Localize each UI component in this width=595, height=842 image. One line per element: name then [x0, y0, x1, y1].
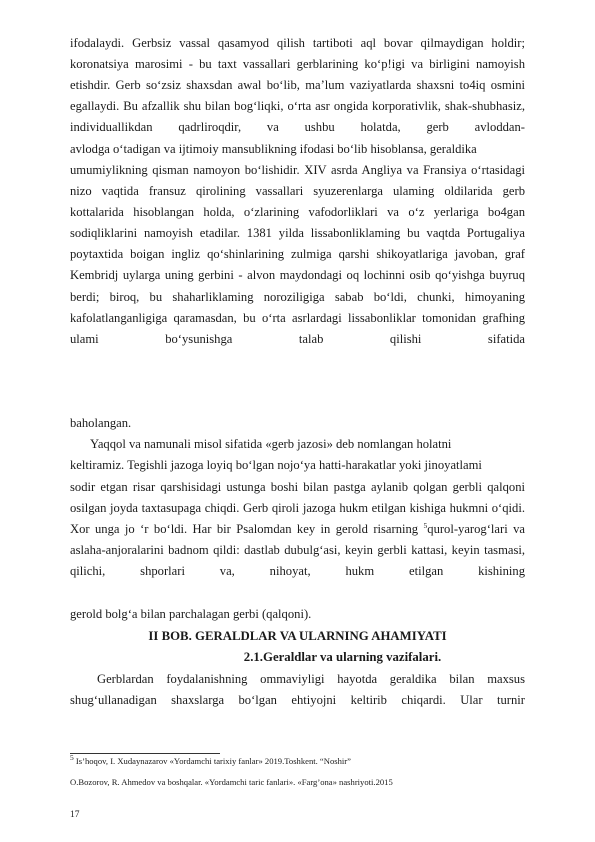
- page-number: 17: [70, 810, 80, 820]
- paragraph-3-line: Yaqqol va namunali misol sifatida «gerb jazosi» deb nomlangan holatni: [90, 437, 452, 451]
- footnote-ref: 5: [423, 521, 428, 530]
- paragraph-6: Gerblardan foydalanishning ommaviyligi hayotda geraldika bilan maxsus shug‘ullanadigan shaxslarga bo‘lgan ehtiyojni keltirib chiqardi. Ular turnir: [70, 672, 525, 708]
- paragraph-5-text-b: qurol-yarog‘lari va aslaha-anjoralarini badnom qildi: dastlab dubulg‘asi, keyin gerbli kattasi, keyin tasmasi, qilichi, shporlari va, nihoyat, hukm etilgan kishining: [70, 522, 525, 579]
- paragraph-1-text: ifodalaydi. Gerbsiz vassal qasamyod qilish tartiboti aql bovar qilmaydigan holdir; koronatsiya marosimi - bu taxt vassallari gerblarining ko‘p!igi va birligini namoyish etishdir. Gerb so‘zsiz shaxsdan awal bo‘lib, ma’lum vaziyatlarda shaxsni to4iq osmini egallaydi. Bu afzallik shu bilan bog‘liqki, o‘rta asr ongida korporativlik, shak-shubhasiz, individuallikdan qadrliroqdir, va ushbu holatda, gerb avloddan-: [70, 36, 525, 135]
- section-heading: 2.1.Geraldlar va ularning vazifalari.: [243, 650, 442, 664]
- footnote-1-text: Is’hoqov, I. Xudaynazarov «Yordamchi tarixiy fanlar» 2019.Toshkent. “Noshir”: [73, 756, 351, 766]
- paragraph-1: [70, 33, 525, 138]
- footnote-divider: [70, 753, 220, 754]
- paragraph-1-last-line: avlodga o‘tadigan va ijtimoiy mansublikning ifodasi bo‘lib hisoblansa, geraldika: [70, 141, 477, 156]
- paragraph-4-line: keltiramiz. Tegishli jazoga loyiq bo‘lgan nojo‘ya hatti-harakatlar yoki jinoyatlami: [70, 458, 482, 472]
- chapter-heading: II BOB. GERALDLAR VA ULARNING AHAMIYATI: [148, 629, 447, 643]
- footnote-number: 5: [70, 753, 74, 763]
- footnote-1: [70, 753, 525, 767]
- paragraph-2: umumiylikning qisman namoyon bo‘lishidir. XIV asrda Angliya va Fransiya o‘rtasidagi nizo vaqtida fransuz qirolining vassallari syuzerenlarga ulaming oldilarida gerb kottalarida hisoblangan holda, o‘zlarining vafodorliklari va o‘z yerlariga bo4gan sodiqliklarini namoyish etadilar. 1381 yilda lissabonliklaming bu vaqtda Portugaliya poytaxtida boigan ingliz qo‘shinlarining zulmiga qarshi shikoyatlariga javoban, graf Kembridj uylarga uning gerbini - alvon maydondagi oq lochinni osib qo‘yishga buyruq berdi; biroq, bu shaharliklaming noroziligiga sabab bo‘ldi, chunki, himoyaning kafolatlanganligiga qaramasdan, bu o‘rta asrlardagi lissabonliklar tomonidan grafhing ulami bo‘ysunishga talab qilishi sifatida: [70, 163, 525, 346]
- paragraph-5-last-line: gerold bolg‘a bilan parchalagan gerbi (qalqoni).: [70, 606, 312, 621]
- footnote-2: O.Bozorov, R. Ahmedov va boshqalar. «Yordamchi taric fanlari». «Farg’ona» nashriyoti.2015: [70, 777, 393, 787]
- paragraph-5: [70, 477, 525, 582]
- paragraph-5-text-a: sodir etgan risar qarshisidagi ustunga boshi bilan pastga aylanib qolgan gerbli qalqoni osilgan joyda taxtasupaga chiqdi. Gerb qiroli jazoga hukm etilgan kishiga hukmni o‘qidi. Xor unga jo ‘r bo‘ldi. Har bir Psalomdan key in gerold risarning: [70, 480, 525, 537]
- paragraph-2-last-line: baholangan.: [70, 416, 132, 430]
